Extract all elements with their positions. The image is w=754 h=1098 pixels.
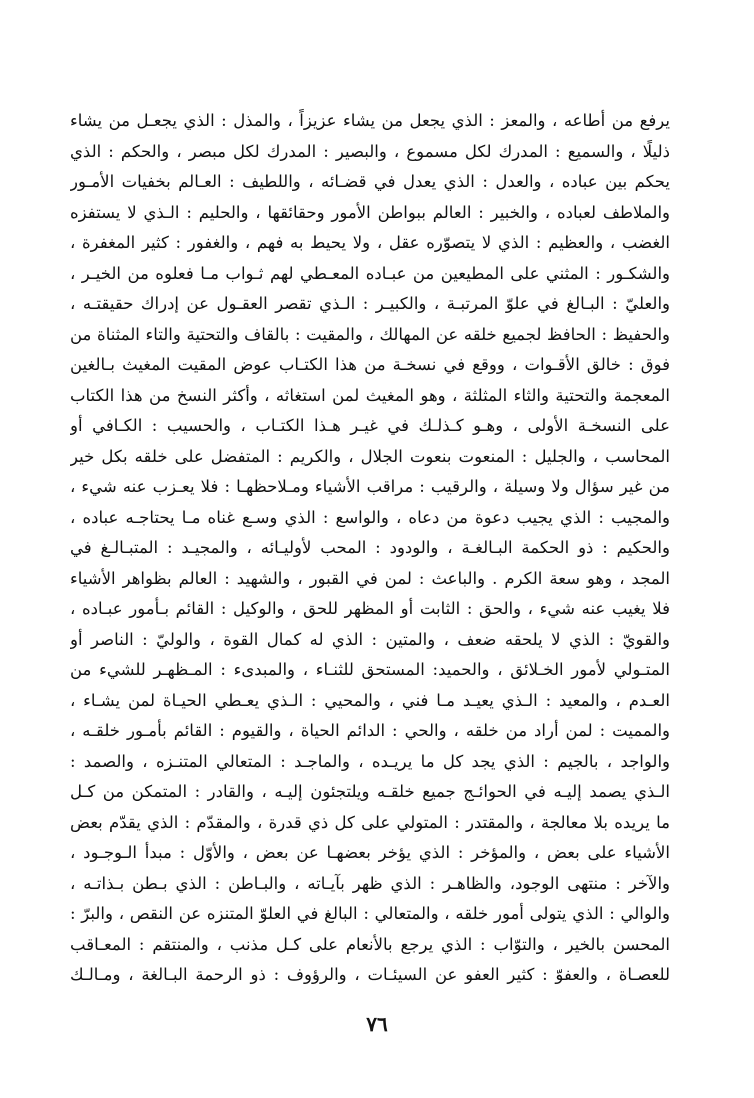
text-line-24: ما يريده بلا معالجة ، والمقتدر : المتولي على كل ذي قدرة ، والمقدّم : الذي يقدّم بعض bbox=[70, 812, 670, 832]
text-line-1: يرفع من أطاعه ، والمعز : الذي يجعل من يشاء عزيزاً ، والمذل : الذي يجعـل من يشاء bbox=[70, 111, 670, 130]
text-line-15: والحكيم : ذو الحكمة البـالغـة ، والودود : المحب لأوليـائه ، والمجيـد : المتبـالـغ في bbox=[70, 538, 670, 557]
text-line-18: والقويّ : الذي لا يلحقه ضعف ، والمتين : الذي له كمال القوة ، والوليّ : الناصر أو bbox=[70, 629, 670, 649]
text-line-19: المتـولي لأمور الخـلائق ، والحميد: المستحق للثنـاء ، والمبدىء : المـظهـر للشيء من bbox=[70, 660, 670, 679]
text-line-22: والواجد ، بالجيم : الذي يجد كل ما يريـده ، والماجـد : المتعالي المتنـزه ، والصمد : bbox=[70, 751, 670, 771]
text-line-13: من غير سؤال ولا وسيلة ، والرقيب : مراقب الأشياء ومـلاحظهـا : فلا يعـزب عنه شيء ، bbox=[70, 477, 670, 496]
text-line-12: المحاسب ، والجليل : المنعوت بنعوت الجلال ، والكريم : المتفضل على خلقه بكل خير bbox=[70, 446, 670, 466]
text-line-9: فوق : خالق الأقـوات ، ووقع في نسخـة من هذا الكتـاب عوض المقيت المغيث بـالغين bbox=[70, 355, 670, 374]
text-line-17: فلا يغيب عنه شيء ، والحق : الثابت أو المظهر للحق ، والوكيل : القائم بـأمور عبـاده ، bbox=[70, 599, 670, 618]
text-line-7: والعليّ : البـالغ في علوّ المرتبـة ، والكبيـر : الـذي تقصر العقـول عن إدراك حقيقتـه ، bbox=[70, 294, 670, 313]
text-line-14: والمجيب : الذي يجيب دعوة من دعاه ، والواسع : الذي وسـع غناه مـا يحتاجـه عباده ، bbox=[70, 507, 670, 527]
text-line-29: للعصـاة ، والعفوّ : كثير العفو عن السيئـات ، والرؤوف : ذو الرحمة البـالغة ، ومـالـك bbox=[70, 965, 670, 984]
text-line-3: يحكم بين عباده ، والعدل : الذي يعدل في قضـائه ، واللطيف : العـالم بخفيات الأمـور bbox=[70, 172, 670, 191]
text-line-10: المعجمة والتحتية والثاء المثلثة ، وهو المغيث لمن استغاثه ، وأكثر النسخ من هذا الكتاب bbox=[70, 385, 670, 405]
text-line-4: والملاطف لعباده ، والخبير : العالم ببواطن الأمور وحقائقها ، والحليم : الـذي لا يستفزه bbox=[70, 202, 670, 222]
text-line-28: المحسن بالخير ، والتوّاب : الذي يرجع بالأنعام على كـل مذنب ، والمنتقم : المعـاقب bbox=[70, 934, 670, 954]
body-text bbox=[70, 106, 670, 991]
text-line-20: العـدم ، والمعيد : الـذي يعيـد مـا فني ، والمحيي : الـذي يعـطي الحيـاة لمن يشـاء ، bbox=[70, 690, 670, 710]
text-line-6: والشكـور : المثني على المطيعين من عبـاده المعـطي لهم ثـواب مـا فعلوه من الخيـر ، bbox=[70, 263, 670, 283]
page-number: ٧٦ bbox=[366, 1012, 388, 1036]
text-line-8: والحفيظ : الحافظ لجميع خلقه عن المهالك ، والمقيت : بالقاف والتحتية والتاء المثناة من bbox=[70, 324, 670, 344]
text-line-27: والوالي : الذي يتولى أمور خلقه ، والمتعالي : البالغ في العلوّ المتنزه عن النقص ، والبرّ : bbox=[70, 904, 670, 923]
text-line-2: ذليلًا ، والسميع : المدرك لكل مسموع ، والبصير : المدرك لكل مبصر ، والحكم : الذي bbox=[70, 141, 670, 161]
text-line-5: الغضب ، والعظيم : الذي لا يتصوّره عقل ، ولا يحيط به فهم ، والغفور : كثير المغفرة ، bbox=[70, 233, 670, 252]
text-line-26: والآخر : منتهى الوجود، والظاهـر : الذي ظهر بآيـاته ، والبـاطن : الذي بـطن بـذاتـه ، bbox=[70, 873, 670, 893]
text-line-11: على النسخـة الأولى ، وهـو كـذلـك في غيـر هـذا الكتـاب ، والحسيب : الكـافي أو bbox=[70, 416, 670, 435]
text-line-21: والمميت : لمن أراد من خلقه ، والحي : الدائم الحياة ، والقيوم : القائم بأمـور خلقـه ، bbox=[70, 721, 670, 740]
text-line-16: المجد ، وهو سعة الكرم . والباعث : لمن في القبور ، والشهيد : العالم بظواهر الأشياء bbox=[70, 568, 670, 588]
text-line-25: الأشياء على بعض ، والمؤخر : الذي يؤخر بعضهـا عن بعض ، والأوّل : مبدأ الـوجـود ، bbox=[70, 843, 670, 862]
text-line-23: الـذي يصمد إليـه في الحوائـج جميع خلقـه ويلتجئون إليـه ، والقادر : المتمكن من كـل bbox=[70, 782, 670, 801]
